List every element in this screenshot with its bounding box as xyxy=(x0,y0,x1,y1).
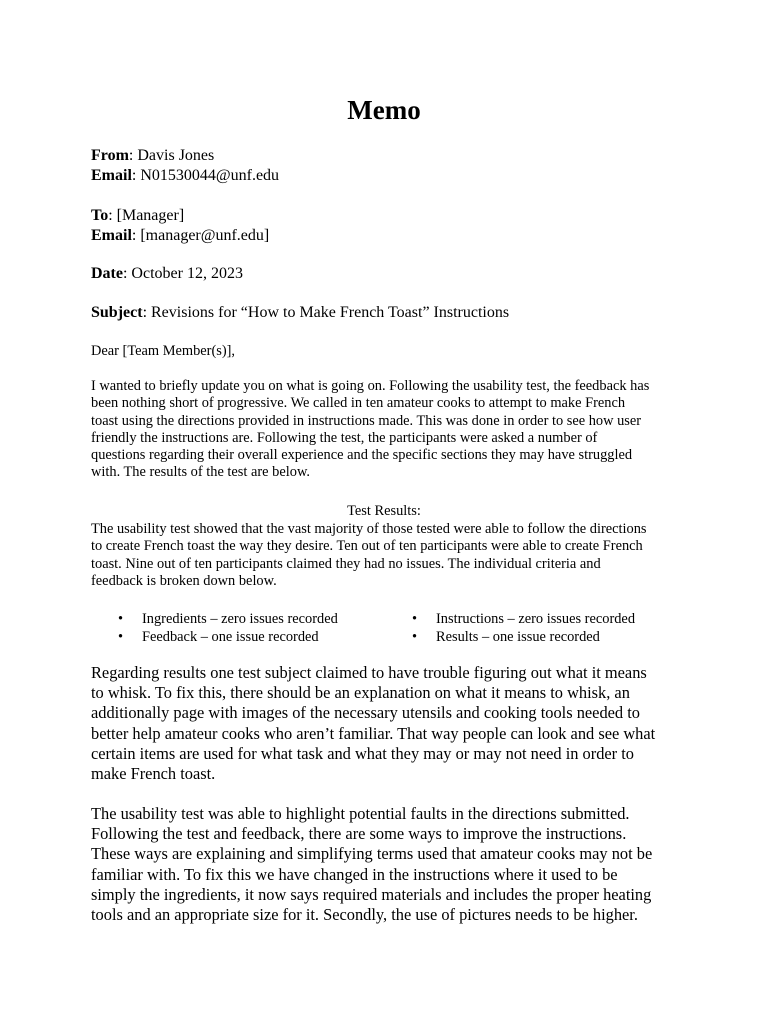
paragraph-line: simply the ingredients, it now says required materials and includes the proper heating xyxy=(91,884,652,904)
intro-line: toast using the directions provided in instructions made. This was done in order to see how user xyxy=(91,412,642,429)
paragraph-improvements xyxy=(91,804,687,925)
intro-line: been nothing short of progressive. We called in ten amateur cooks to attempt to make French xyxy=(91,395,626,412)
results-heading: Test Results: xyxy=(347,503,421,519)
paragraph-line: certain items are used for what task and what they may or may not need in order to xyxy=(91,743,634,763)
intro-line: with. The results of the test are below. xyxy=(91,464,310,481)
results-paragraph xyxy=(91,521,691,590)
intro-line: friendly the instructions are. Following the test, the participants were asked a number of xyxy=(91,429,598,446)
paragraph-line: The usability test was able to highlight potential faults in the directions submitted. xyxy=(91,804,630,823)
date-line xyxy=(91,264,691,284)
from-email-line xyxy=(91,166,691,186)
salutation: Dear [Team Member(s)], xyxy=(91,343,236,359)
to-label: To xyxy=(91,207,109,224)
intro-line: I wanted to briefly update you on what is going on. Following the usability test, the feedback has xyxy=(91,378,650,394)
paragraph-line: better help amateur cooks who aren’t familiar. That way people can look and see what xyxy=(91,723,656,743)
from-email-value: : N01530044@unf.edu xyxy=(131,167,280,184)
results-line: toast. Nine out of ten participants claimed they had no issues. The individual criteria and xyxy=(91,555,601,572)
paragraph-line: tools and an appropriate size for it. Secondly, the use of pictures needs to be higher. xyxy=(91,905,638,925)
bullet-text: Instructions – zero issues recorded xyxy=(436,611,636,627)
bullet-icon: • xyxy=(412,629,418,645)
to-line xyxy=(91,206,691,226)
memo-title: Memo xyxy=(347,95,421,125)
to-email-label: Email xyxy=(91,227,132,244)
paragraph-line: additionally page with images of the necessary utensils and cooking tools needed to xyxy=(91,703,640,723)
bullet-text: Feedback – one issue recorded xyxy=(142,629,319,645)
bullet-icon: • xyxy=(118,629,124,645)
bullet-icon: • xyxy=(118,611,124,627)
from-label: From xyxy=(91,147,129,164)
to-value: : [Manager] xyxy=(108,207,185,224)
paragraph-results-fix xyxy=(91,663,687,784)
paragraph-line: These ways are explaining and simplifying terms used that amateur cooks may not be xyxy=(91,844,653,864)
to-email-line xyxy=(91,226,691,246)
results-line: to create French toast the way they desire. Ten out of ten participants were able to create French xyxy=(91,538,643,555)
subject-label: Subject xyxy=(91,304,143,321)
paragraph-line: familiar with. To fix this we have changed in the instructions where it used to be xyxy=(91,864,618,884)
intro-line: questions regarding their overall experience and the specific sections they may have struggled xyxy=(91,447,633,464)
date-label: Date xyxy=(91,265,123,282)
from-value: : Davis Jones xyxy=(128,147,215,164)
to-email-value: : [manager@unf.edu] xyxy=(131,227,270,244)
paragraph-line: Regarding results one test subject claimed to have trouble figuring out what it means xyxy=(91,663,647,682)
bullet-text: Ingredients – zero issues recorded xyxy=(142,611,338,627)
results-line: feedback is broken down below. xyxy=(91,572,277,589)
paragraph-line: make French toast. xyxy=(91,764,216,784)
paragraph-line: to whisk. To fix this, there should be an explanation on what it means to whisk, an xyxy=(91,683,630,703)
paragraph-line: Following the test and feedback, there are some ways to improve the instructions. xyxy=(91,824,627,844)
subject-line xyxy=(91,303,691,323)
results-line: The usability test showed that the vast majority of those tested were able to follow the directions xyxy=(91,521,647,537)
intro-paragraph xyxy=(91,378,691,482)
bullet-icon: • xyxy=(412,611,418,627)
from-line xyxy=(91,146,691,166)
subject-value: : Revisions for “How to Make French Toast” Instructions xyxy=(142,304,510,321)
bullet-text: Results – one issue recorded xyxy=(436,629,600,645)
date-value: : October 12, 2023 xyxy=(122,265,243,282)
from-email-label: Email xyxy=(91,167,132,184)
